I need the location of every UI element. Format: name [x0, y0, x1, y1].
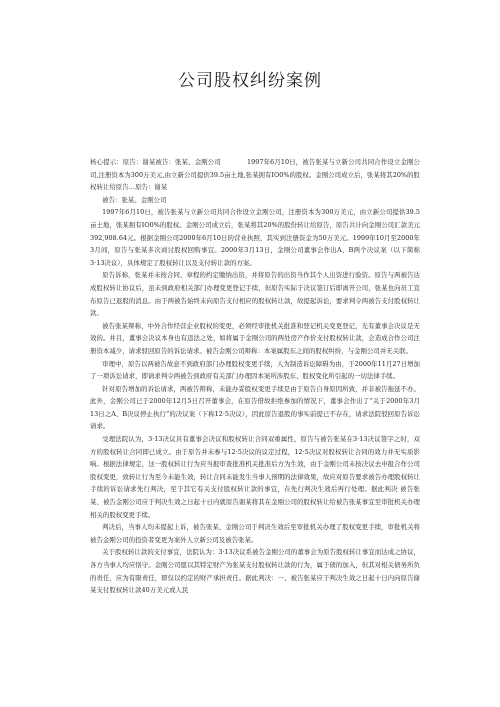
paragraph-defendants: 被告：张某、金刚公司: [102, 195, 167, 204]
paragraph-payment-ruling: 关于股权转让款的支付事宜，法院认为：3·13决议系被告金刚公司的董事会为原告股权转让事宜而达成之协议，各方当事人均应恪守。金刚公司愿以其特定财产为张某支付股权转让款的行为，属于债的加入，但其对相关债务所负的责任，应为有限责任，即仅以约定的财产承担责任。据此判决：一、被告张某应于判决生效之日起十日内向原告谢某支付股权转让款40万美元或人民: [90, 548, 420, 595]
paragraph-defense: 被告张某辩称，中外合作经营企业股权的变更，必须经审批机关批准和登记机关变更登记，光有董事会决议是无效的。并且，董事会决议本身也有违法之处，如将属于金刚公司的两处房产作价支付股权转让款，会造成合作公司注册资本减少，请求驳回原告的诉讼请求。被告金刚公司辩称：本案属股东之间的股权纠纷，与金刚公司并无关联。: [90, 321, 420, 355]
paragraph-added-claim: 审理中，原告以两被告故意不到政府部门办理股权变更手续，人为制造诉讼障碍为由，于2000年11月27日增加了一项诉讼请求，即请求判令两被告到政府有关部门办理因本案所涉股东、股权变化所引起的一切法律手续。: [90, 359, 420, 381]
paragraph-court-opinion: 受理法院认为，3·13决议具有董事会决议和股权转让合同双重属性，原告与被告张某在3·13决议签字之时，双方的股权转让合同即已成立。由于原告并未参与12·5决议的议定过程，12·5决议对股权转让合同的效力并无实质影响。根据法律规定，这一股权转让行为应当报审查批准机关批准后方为生效，由于金刚公司未按决议去申报合作公司股权变更，致转让行为至今未能生效，转让合同未能发生当事人预期的法律效果，故应对原告要求被告办理股权转让手续的诉讼请求先行判决，至于其它有关支付股权转让款的事宜，在先行判决生效后再行处理。据此判决 被告张某、被告金刚公司应于判决生效之日起十日内就原告谢某将其在金刚公司的股权转让给被告张某事宜至审批机关办理相关的股权变更手续。: [90, 435, 420, 519]
paragraph-post-judgment: 判决后，当事人均未提起上诉，被告张某、金刚公司于判决生效后至审批机关办理了股权变更手续，审批机关将被告金刚公司的投资者变更为案外人立新公司及被告张某。: [90, 523, 420, 544]
document-body: [90, 156, 420, 597]
document-title: 公司股权纠纷案例: [178, 71, 322, 91]
paragraph-plaintiff-claim: 原告诉称，张某并未按合同、章程的约定缴纳出资，并将原告的出资当作其个人出资进行验资。原告与两被告达成股权转让协议后，虽未到政府相关部门办理变更登记手续，但原告实际于决议签订后即离开公司，张某也向员工宣布原告已退股的消息。由于两被告始终未向原告支付相应的股权转让款，故提起诉讼，要求判令两被告支付股权转让款。: [90, 271, 420, 318]
paragraph-summary: 核心提示：原告：谢某被告：张某、金刚公司 1997年6月10日，被告张某与立新公司共同合作设立金刚公司,注册资本为300万美元,由立新公司提供39.5亩土地,张某拥有IO0%的股权。金刚公司成立后，张某将其20%的股权转让给原告…原告：谢某: [90, 158, 420, 192]
paragraph-defense-response: 针对原告增加的诉讼请求，两被告辩称，未能办妥股权变更手续是由于原告自身原因所致，并非被告拖延不办。此外，金刚公司已于2000年12月5日召开董事会，在原告借故拒绝参加的情况下，董事会作出了“关于2000年3月13日之A、B决议停止执行”的决议案（下称12·5决议），因此原告退股的事实前提已不存在，请求法院驳回原告诉讼请求。: [90, 384, 420, 431]
paragraph-facts: 1997年6月10日，被告张某与立新公司共同合作设立金刚公司，注册资本为300万美元，由立新公司提供39.5亩土地，张某拥有IO0%的股权。金刚公司成立后，张某将其20%的股份转让给原告，原告共计向金刚公司汇款美元392,908.64元。根据金刚公司2000年6月10日的营业执照，其实到注册资金为50万美元。1999年10月至2000年3月间，原告与张某多次商讨股权回购事宜。2000年3月13日，金刚公司董事会作出A、B两个决议案（以下简称3·13决议），具体规定了股权转让以及支付转让款的方案。: [90, 208, 420, 267]
